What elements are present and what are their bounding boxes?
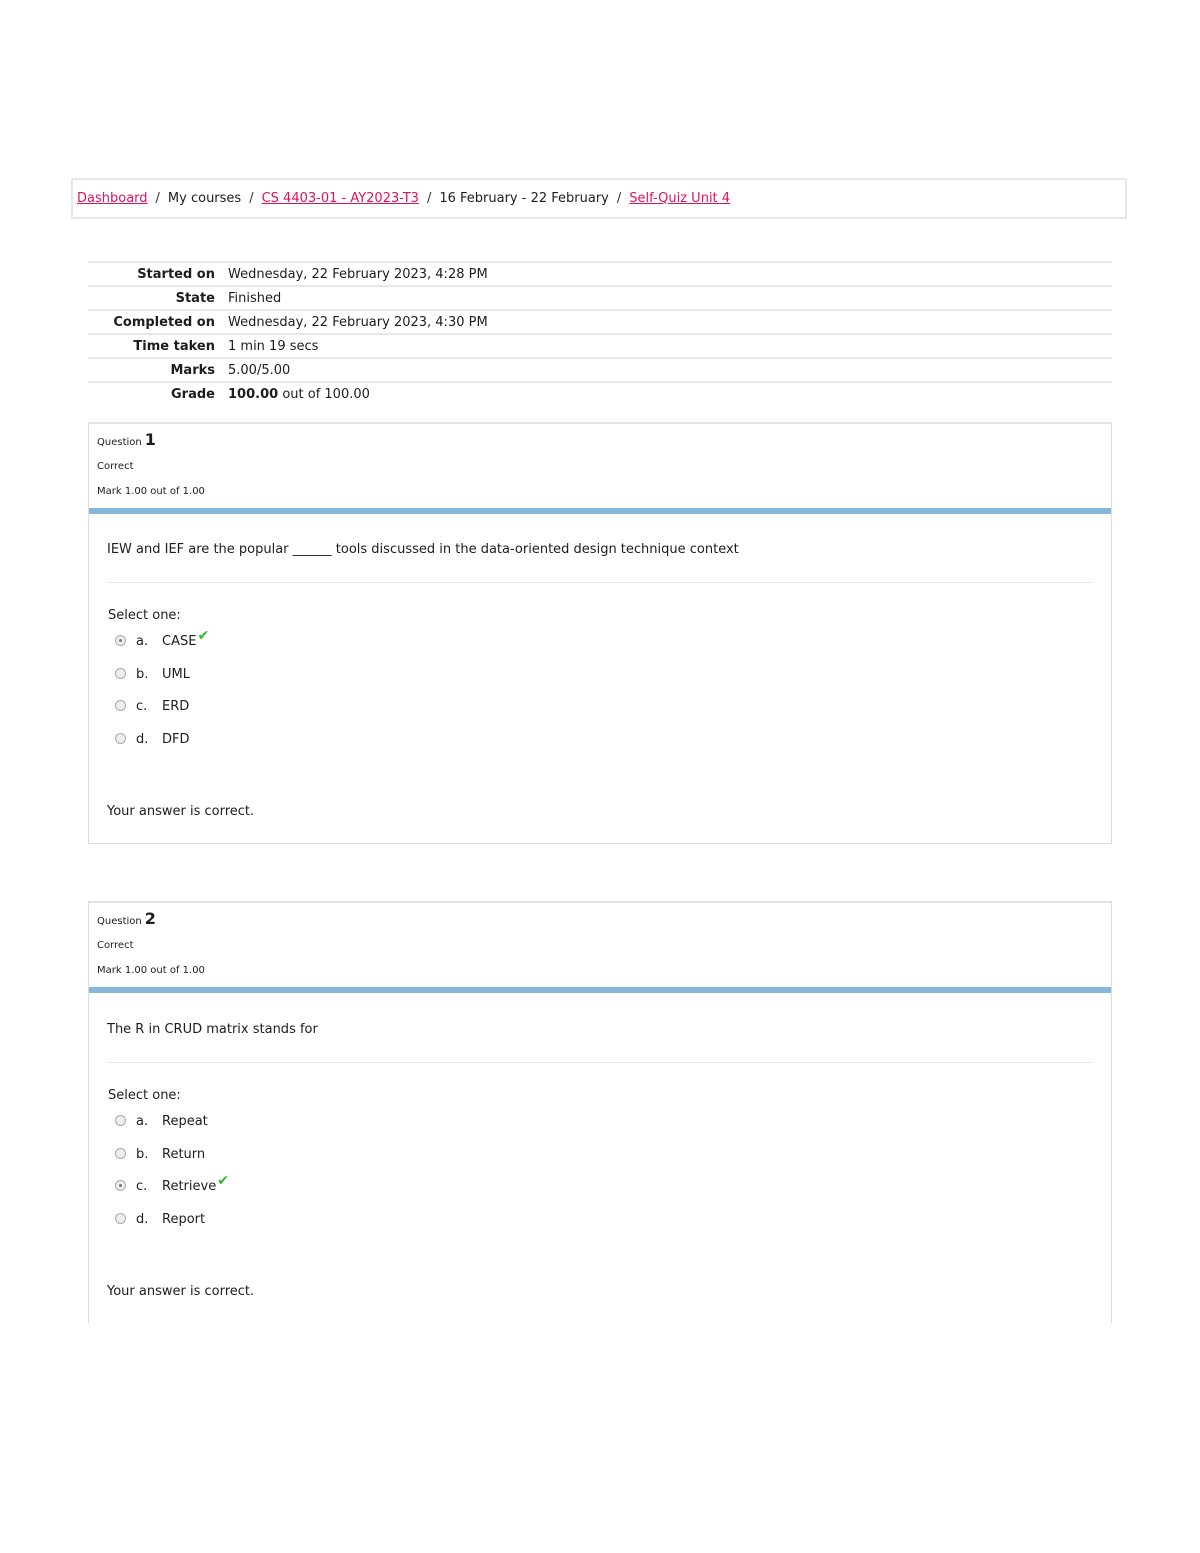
answer-text: DFD — [162, 731, 190, 747]
answer-letter: c. — [136, 699, 148, 715]
grade-label: Grade — [171, 386, 215, 402]
answer-text: ERD — [162, 699, 190, 715]
check-icon: ✔ — [197, 628, 210, 644]
question-text: IEW and IEF are the popular ______ tools discussed in the data-oriented design technique context — [107, 542, 739, 557]
select-prompt: Select one: — [108, 608, 181, 623]
answer-option[interactable] — [115, 1212, 229, 1245]
answer-option[interactable] — [115, 1147, 229, 1180]
grade-out-of: out of 100.00 — [282, 386, 370, 402]
question-info — [89, 903, 1111, 987]
summary-row-state — [88, 285, 1112, 309]
summary-row-grade — [88, 381, 1112, 405]
radio-button[interactable] — [115, 1180, 126, 1191]
check-icon: ✔ — [217, 1173, 229, 1190]
question-text-divider — [107, 582, 1093, 583]
summary-row-started — [88, 261, 1112, 285]
radio-button[interactable] — [115, 1213, 126, 1224]
radio-button[interactable] — [115, 635, 126, 646]
answer-text: Retrieve — [162, 1179, 217, 1195]
question-number-value: 1 — [144, 430, 156, 449]
radio-selected-dot — [119, 639, 122, 642]
breadcrumb-separator: / — [249, 191, 254, 206]
marks-label: Marks — [170, 362, 215, 378]
answer-text: Repeat — [162, 1114, 208, 1129]
answer-letter: d. — [136, 1211, 149, 1227]
question-number-value: 2 — [144, 909, 156, 928]
breadcrumb-separator: / — [155, 191, 160, 206]
question-grade: Mark 1.00 out of 1.00 — [97, 965, 205, 976]
completed-label: Completed on — [113, 314, 215, 330]
radio-button[interactable] — [115, 700, 126, 711]
quiz-summary-table — [88, 261, 1112, 405]
state-label: State — [175, 290, 215, 306]
question-info — [89, 424, 1111, 508]
grade-score: 100.00 — [228, 386, 279, 402]
breadcrumb-my-courses: My courses — [167, 191, 242, 206]
question-state: Correct — [97, 940, 134, 951]
radio-selected-dot — [119, 1184, 122, 1187]
answer-text: UML — [162, 666, 190, 682]
summary-row-completed — [88, 309, 1112, 333]
answer-text: CASE — [162, 634, 197, 649]
question-label: Question — [97, 437, 142, 448]
completed-value: Wednesday, 22 February 2023, 4:30 PM — [228, 314, 488, 330]
time-value: 1 min 19 secs — [228, 338, 319, 354]
question-number — [97, 430, 156, 449]
answer-option[interactable] — [115, 1173, 229, 1212]
answer-option[interactable] — [115, 699, 209, 732]
answer-letter: a. — [136, 1114, 149, 1129]
answer-option[interactable] — [115, 628, 210, 667]
breadcrumb-separator: / — [616, 191, 622, 206]
question-divider-bar — [89, 987, 1111, 993]
breadcrumb-separator: / — [426, 191, 432, 206]
question-label: Question — [97, 916, 142, 927]
answer-option[interactable] — [115, 1114, 229, 1147]
answer-text: Return — [162, 1146, 206, 1162]
question-card — [88, 901, 1112, 1323]
answer-letter: b. — [136, 1146, 149, 1162]
answer-feedback: Your answer is correct. — [107, 1284, 255, 1299]
radio-button[interactable] — [115, 1115, 126, 1126]
radio-button[interactable] — [115, 733, 126, 744]
breadcrumb-dashboard-link[interactable]: Dashboard — [77, 191, 148, 206]
started-label: Started on — [137, 266, 215, 282]
breadcrumb-quiz-link[interactable]: Self-Quiz Unit 4 — [629, 191, 731, 206]
question-card — [88, 422, 1112, 844]
question-divider-bar — [89, 508, 1111, 514]
summary-row-time — [88, 333, 1112, 357]
state-value: Finished — [228, 290, 282, 306]
time-label: Time taken — [133, 338, 215, 354]
answer-option[interactable] — [115, 732, 209, 765]
question-text-divider — [107, 1062, 1093, 1063]
answer-letter: d. — [136, 731, 149, 747]
answer-letter: b. — [136, 666, 149, 682]
question-number — [97, 909, 156, 928]
question-text: The R in CRUD matrix stands for — [107, 1022, 318, 1037]
answer-list — [115, 628, 210, 764]
marks-value: 5.00/5.00 — [228, 362, 291, 378]
answer-letter: c. — [136, 1179, 148, 1195]
summary-row-marks — [88, 357, 1112, 381]
answer-text: Report — [162, 1211, 206, 1227]
answer-option[interactable] — [115, 667, 209, 700]
answer-letter: a. — [136, 634, 149, 649]
grade-value — [228, 387, 370, 402]
radio-button[interactable] — [115, 668, 126, 679]
breadcrumb-week: 16 February - 22 February — [439, 191, 609, 206]
answer-list — [115, 1114, 229, 1244]
radio-button[interactable] — [115, 1148, 126, 1159]
answer-feedback: Your answer is correct. — [107, 804, 255, 819]
started-value: Wednesday, 22 February 2023, 4:28 PM — [228, 266, 488, 282]
breadcrumb-course-link[interactable]: CS 4403-01 - AY2023-T3 — [261, 191, 419, 206]
question-grade: Mark 1.00 out of 1.00 — [97, 486, 205, 497]
question-state: Correct — [97, 461, 134, 472]
breadcrumb — [71, 178, 1127, 219]
select-prompt: Select one: — [108, 1088, 181, 1103]
